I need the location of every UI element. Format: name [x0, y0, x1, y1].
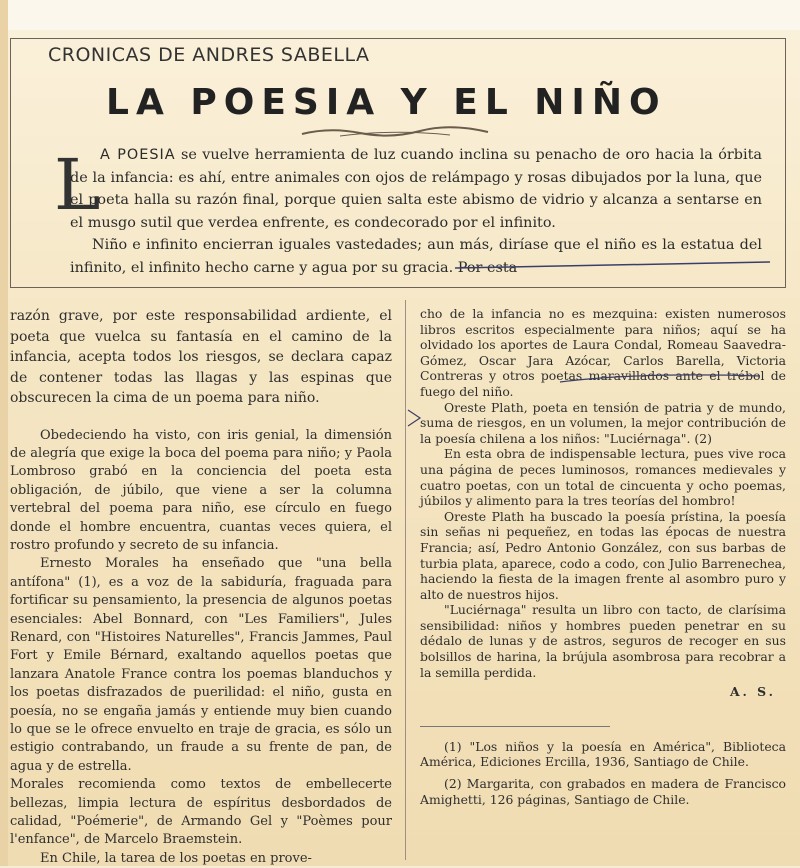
lead-paragraph-2: Niño e infinito encierran iguales vastedades; aun más, diríase que el niño es la estatua del infinito, el infinito hecho carne y agua por su gracia. Por esta [70, 237, 762, 276]
right-paragraph-3: Oreste Plath ha buscado la poesía prístina, la poesía sin señas ni pequeñez, en todas las épocas de nuestra Francia; así, Pedro Antonio González, con sus barbas de turbia plata, aparece, codo a codo, con Julio Barrenechea, haciendo la fiesta de la imagen frente al asombro puro y alto de nuestros hijos. [420, 508, 786, 602]
lead-paragraphs [70, 144, 762, 279]
right-column [420, 306, 786, 813]
drop-cap: L [54, 144, 101, 226]
author-signature: A. S. [729, 684, 776, 700]
footnotes [420, 739, 786, 807]
left-paragraph-2: Ernesto Morales ha enseñado que "una bella antífona" (1), es a voz de la sabiduría, fraguada para fortificar su pensamiento, la presencia de algunos poetas esenciales: Abel Bonnard, con "Les Familiers", Jules Renard, con "Histoires Naturelles", Francis Jammes, Paul Fort y Emile Bérnard, exaltando aquellos poetas que lanzara Anatole France contra los poemas blanduchos y los poetas disfrazados de puerilidad: el niño, gusta en poesía, no se engaña jamás y entiende muy bien cuando lo que se le ofrece envuelto en traje de gracia, es sólo un estigio contrabando, un fraude a su frente de pan, de agua y de estrella. [10, 556, 392, 774]
right-paragraph-1: Oreste Plath, poeta en tensión de patria y de mundo, suma de riesgos, en un volumen, la mejor contribución de la poesía chilena a los niños: "Luciérnaga". (2) [420, 399, 786, 446]
left-paragraph-4: En Chile, la tarea de los poetas en prove- [40, 850, 312, 866]
right-paragraph-0: cho de la infancia no es mezquina: existen numerosos libros escritos especialmente para niños; aquí se ha olvidado los aportes de Laura Condal, Romeau Saavedra-Gómez, Oscar Jara Azócar, Carlos Barella, Victoria Contreras y otros poetas maravillados ante el trébol de fuego del niño. [420, 306, 786, 399]
title-flourish-ornament [300, 125, 490, 139]
clipping-left-edge [0, 0, 8, 866]
right-paragraph-4: "Luciérnaga" resulta un libro con tacto, de clarísima sensibilidad: niños y hombres pueden penetrar en su dédalo de lunas y de astros, seguros de recoger en sus bolsillos de harina, la brújula asombrosa para recobrar a la semilla perdida. [420, 602, 786, 680]
lead-paragraph-1-text: se vuelve herramienta de luz cuando inclina su penacho de oro hacia la órbita de la infancia: es ahí, entre animales con ojos de relámpago y rosas dibujados por la luna, que el poeta halla su razón final, porque quien salta este abismo de vidrio y alcanza a sentarse en el musgo sutil que verdea enfrente, es condecorado por el infinito. [70, 147, 762, 231]
left-paragraph-1: Obedeciendo ha visto, con iris genial, la dimensión de alegría que exige la boca del poema para niño; y Paola Lombroso grabó en la conciencia del poeta esta obligación, de júbilo, que viene a ser la columna vertebral del poema para niño, ese círculo en fuego donde el hombre encuentra, cuantas veces quiera, el rostro profundo y secreto de su infancia. [10, 427, 392, 553]
clipping-top-margin [0, 0, 800, 30]
left-paragraph-0: razón grave, por este responsabilidad ardiente, el poeta que vuelca su fantasía en el camino de la infancia, acepta todos los riesgos, se declara capaz de contener todas las llagas y las espinas que obscurecen la cima de un poema para niño. [10, 308, 392, 406]
lead-first-words: A POESIA [100, 147, 176, 163]
footnote-rule [420, 726, 610, 727]
column-divider [405, 300, 406, 860]
lead-paragraph-1 [70, 144, 762, 234]
footnote-1: (1) "Los niños y la poesía en América", Biblioteca América, Ediciones Ercilla, 1936, Santiago de Chile. [420, 738, 786, 770]
left-paragraph-3: Morales recomienda como textos de embellecerte bellezas, limpia lectura de espíritus desbordados de calidad, "Poémerie", de Armando Gel y "Poèmes pour l'enfance", de Marcelo Braemstein. [10, 777, 392, 848]
column-kicker: CRONICAS DE ANDRES SABELLA [48, 44, 370, 66]
right-paragraph-2: En esta obra de indispensable lectura, pues vive roca una página de peces luminosos, romances medievales y cuatro poetas, con un total de cincuenta y ocho poemas, júbilos y alimento para la tres teorías del hombro! [420, 446, 786, 509]
left-column [10, 306, 392, 868]
footnote-2: (2) Margarita, con grabados en madera de Francisco Amighetti, 126 páginas, Santiago de Chile. [420, 776, 786, 807]
article-title: LA POESIA Y EL NIÑO [106, 82, 667, 123]
